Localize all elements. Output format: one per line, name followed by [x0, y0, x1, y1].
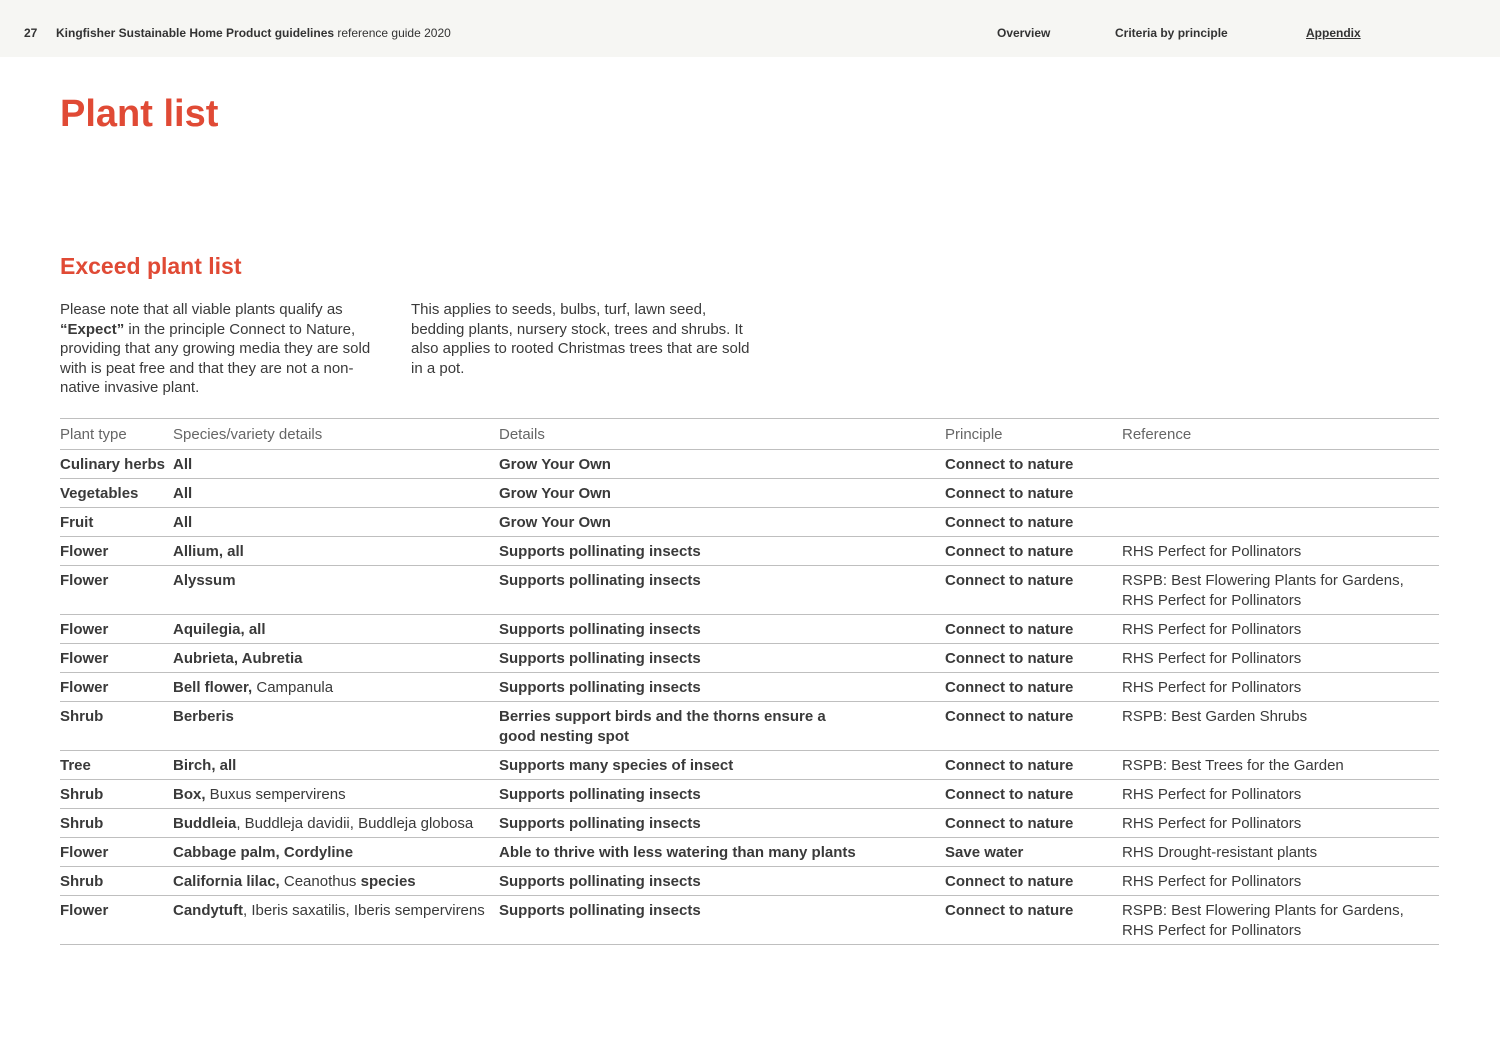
cell-species — [173, 450, 499, 479]
document-title-bold: Kingfisher Sustainable Home Product guidelines — [56, 26, 335, 40]
species-bold: Aubrieta, Aubretia — [173, 650, 303, 667]
table-row — [60, 644, 1439, 673]
cell-principle: Connect to nature — [945, 809, 1122, 838]
species-rest: Campanula — [252, 679, 334, 696]
details-text: Grow Your Own — [499, 456, 611, 473]
table-row — [60, 780, 1439, 809]
species-bold: Box, — [173, 786, 206, 803]
species-rest: , Buddleja davidii, Buddleja globosa — [236, 815, 474, 832]
table-row — [60, 537, 1439, 566]
cell-reference: RHS Perfect for Pollinators — [1122, 644, 1439, 673]
cell-details — [499, 896, 945, 945]
table-row — [60, 566, 1439, 615]
header-principle: Principle — [945, 419, 1122, 450]
cell-reference — [1122, 450, 1439, 479]
cell-principle: Connect to nature — [945, 508, 1122, 537]
cell-details — [499, 644, 945, 673]
cell-principle: Connect to nature — [945, 751, 1122, 780]
details-text: Supports pollinating insects — [499, 902, 701, 919]
cell-reference: RHS Perfect for Pollinators — [1122, 537, 1439, 566]
cell-species — [173, 508, 499, 537]
cell-details — [499, 838, 945, 867]
cell-species — [173, 751, 499, 780]
species-bold: Berberis — [173, 708, 234, 725]
cell-principle: Save water — [945, 838, 1122, 867]
nav-overview-link[interactable]: Overview — [997, 26, 1051, 40]
cell-reference: RHS Perfect for Pollinators — [1122, 867, 1439, 896]
header-details: Details — [499, 419, 945, 450]
table-row — [60, 615, 1439, 644]
species-bold-suffix: species — [356, 873, 416, 890]
cell-plant-type: Culinary herbs — [60, 450, 173, 479]
nav-appendix-link[interactable]: Appendix — [1306, 26, 1361, 40]
cell-details — [499, 508, 945, 537]
cell-plant-type: Shrub — [60, 867, 173, 896]
document-title — [56, 26, 451, 40]
table-body — [60, 450, 1439, 945]
cell-details — [499, 537, 945, 566]
cell-principle: Connect to nature — [945, 644, 1122, 673]
cell-principle: Connect to nature — [945, 673, 1122, 702]
cell-plant-type: Flower — [60, 566, 173, 615]
cell-species — [173, 780, 499, 809]
page-number: 27 — [24, 26, 38, 40]
intro-text: in the principle Connect to Nature, providing that any growing media they are sold with is peat free and that they are not a non-native invasive plant. — [60, 320, 371, 397]
species-bold: Buddleia — [173, 815, 237, 832]
cell-details — [499, 450, 945, 479]
cell-principle: Connect to nature — [945, 566, 1122, 615]
cell-species — [173, 809, 499, 838]
cell-principle: Connect to nature — [945, 615, 1122, 644]
cell-plant-type: Flower — [60, 644, 173, 673]
details-text: Berries support birds and the thorns ensure a good nesting spot — [499, 708, 826, 745]
table-row — [60, 673, 1439, 702]
details-text: Supports pollinating insects — [499, 621, 701, 638]
species-bold: All — [173, 456, 193, 473]
cell-species — [173, 566, 499, 615]
header-plant-type: Plant type — [60, 419, 173, 450]
details-text: Supports pollinating insects — [499, 543, 701, 560]
cell-principle: Connect to nature — [945, 537, 1122, 566]
species-bold: Alyssum — [173, 572, 236, 589]
cell-plant-type: Fruit — [60, 508, 173, 537]
cell-reference: RSPB: Best Flowering Plants for Gardens, RHS Perfect for Pollinators — [1122, 566, 1439, 615]
header-species: Species/variety details — [173, 419, 499, 450]
cell-species — [173, 702, 499, 751]
species-bold: Cabbage palm, Cordyline — [173, 844, 354, 861]
nav-criteria-link[interactable]: Criteria by principle — [1115, 26, 1228, 40]
cell-principle: Connect to nature — [945, 479, 1122, 508]
table-row — [60, 450, 1439, 479]
cell-details — [499, 780, 945, 809]
species-bold: Allium, all — [173, 543, 244, 560]
species-bold: Candytuft — [173, 902, 243, 919]
cell-plant-type: Shrub — [60, 780, 173, 809]
details-text: Supports pollinating insects — [499, 650, 701, 667]
table-row — [60, 751, 1439, 780]
species-rest: Ceanothus — [279, 873, 357, 890]
cell-details — [499, 751, 945, 780]
table-row — [60, 838, 1439, 867]
cell-details — [499, 566, 945, 615]
details-text: Supports pollinating insects — [499, 815, 701, 832]
cell-reference: RSPB: Best Garden Shrubs — [1122, 702, 1439, 751]
details-text: Able to thrive with less watering than many plants — [499, 844, 856, 861]
cell-plant-type: Shrub — [60, 702, 173, 751]
details-text: Supports pollinating insects — [499, 786, 701, 803]
species-bold: Birch, all — [173, 757, 237, 774]
cell-details — [499, 809, 945, 838]
cell-species — [173, 479, 499, 508]
cell-reference: RSPB: Best Trees for the Garden — [1122, 751, 1439, 780]
details-text: Supports pollinating insects — [499, 679, 701, 696]
cell-species — [173, 644, 499, 673]
header-reference: Reference — [1122, 419, 1439, 450]
details-text: Grow Your Own — [499, 485, 611, 502]
details-text: Grow Your Own — [499, 514, 611, 531]
cell-plant-type: Flower — [60, 673, 173, 702]
cell-species — [173, 537, 499, 566]
table-row — [60, 479, 1439, 508]
table-row — [60, 867, 1439, 896]
table-header-row — [60, 419, 1439, 450]
cell-plant-type: Tree — [60, 751, 173, 780]
top-bar — [0, 0, 1500, 57]
page-title: Plant list — [60, 93, 219, 135]
cell-species — [173, 838, 499, 867]
plant-table — [60, 418, 1439, 945]
details-text: Supports many species of insect — [499, 757, 734, 774]
species-rest: , Iberis saxatilis, Iberis sempervirens — [243, 902, 485, 919]
details-text: Supports pollinating insects — [499, 873, 701, 890]
cell-plant-type: Shrub — [60, 809, 173, 838]
intro-paragraph-2: This applies to seeds, bulbs, turf, lawn seed, bedding plants, nursery stock, trees and shrubs. It also applies to rooted Christmas trees that are sold in a pot. — [411, 301, 750, 377]
cell-plant-type: Flower — [60, 896, 173, 945]
cell-species — [173, 615, 499, 644]
cell-reference: RHS Perfect for Pollinators — [1122, 615, 1439, 644]
cell-plant-type: Flower — [60, 537, 173, 566]
cell-details — [499, 867, 945, 896]
species-bold: California lilac, — [173, 873, 280, 890]
cell-principle: Connect to nature — [945, 896, 1122, 945]
cell-details — [499, 702, 945, 751]
species-bold: All — [173, 514, 193, 531]
cell-reference — [1122, 508, 1439, 537]
cell-reference: RSPB: Best Flowering Plants for Gardens, RHS Perfect for Pollinators — [1122, 896, 1439, 945]
cell-reference — [1122, 479, 1439, 508]
cell-species — [173, 896, 499, 945]
cell-principle: Connect to nature — [945, 867, 1122, 896]
cell-plant-type: Vegetables — [60, 479, 173, 508]
cell-species — [173, 673, 499, 702]
cell-reference: RHS Perfect for Pollinators — [1122, 780, 1439, 809]
details-text: Supports pollinating insects — [499, 572, 701, 589]
intro-bold: “Expect” — [60, 320, 125, 338]
table-row — [60, 702, 1439, 751]
section-title: Exceed plant list — [60, 253, 242, 279]
document-title-rest: reference guide 2020 — [334, 26, 451, 40]
species-rest: Buxus sempervirens — [205, 786, 346, 803]
cell-principle: Connect to nature — [945, 450, 1122, 479]
table-row — [60, 809, 1439, 838]
cell-plant-type: Flower — [60, 615, 173, 644]
cell-reference: RHS Perfect for Pollinators — [1122, 809, 1439, 838]
cell-principle: Connect to nature — [945, 702, 1122, 751]
species-bold: All — [173, 485, 193, 502]
cell-plant-type: Flower — [60, 838, 173, 867]
cell-principle: Connect to nature — [945, 780, 1122, 809]
table-row — [60, 508, 1439, 537]
intro-paragraph-1 — [60, 300, 390, 398]
intro-text: Please note that all viable plants qualify as — [60, 301, 343, 318]
cell-reference: RHS Drought-resistant plants — [1122, 838, 1439, 867]
cell-reference: RHS Perfect for Pollinators — [1122, 673, 1439, 702]
cell-details — [499, 479, 945, 508]
species-bold: Aquilegia, all — [173, 621, 266, 638]
cell-details — [499, 673, 945, 702]
cell-species — [173, 867, 499, 896]
cell-details — [499, 615, 945, 644]
species-bold: Bell flower, — [173, 679, 253, 696]
table-row — [60, 896, 1439, 945]
